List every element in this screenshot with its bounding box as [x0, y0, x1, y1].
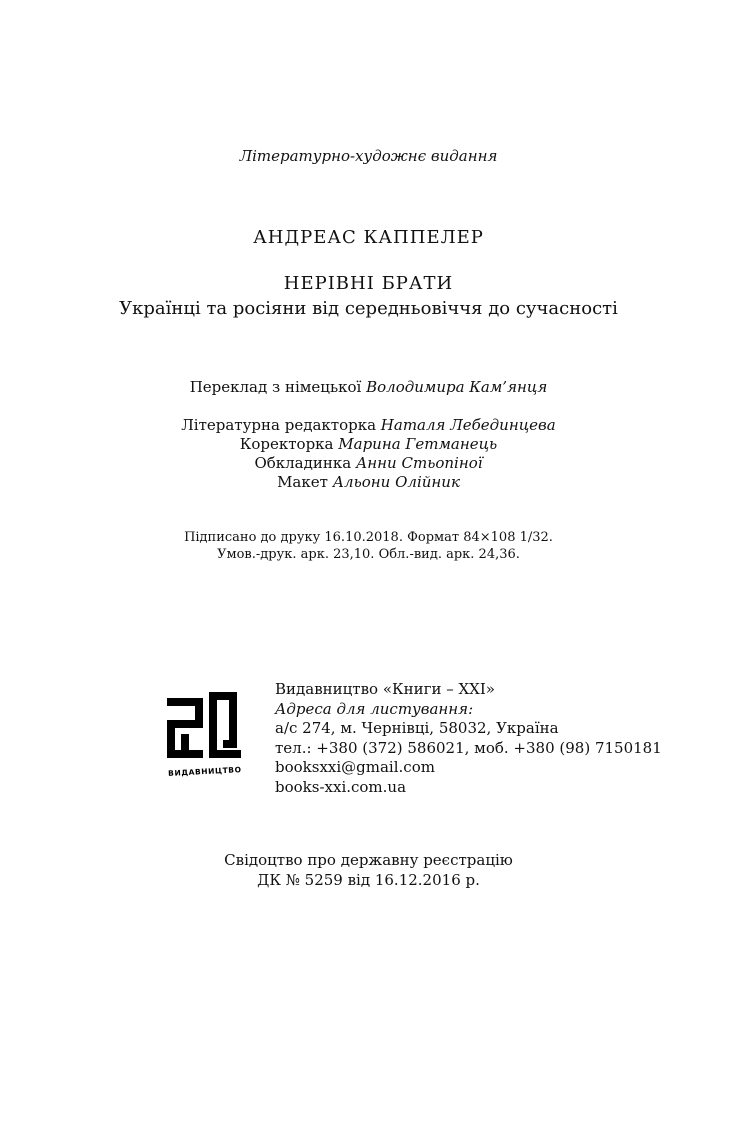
translation-prefix: Переклад з німецької — [189, 378, 367, 396]
layout-designer-name: Альони Олійник — [332, 473, 460, 491]
corrector-prefix: Коректорка — [239, 435, 339, 453]
editor-prefix: Літературна редакторка — [181, 416, 381, 434]
cover-credit — [0, 454, 737, 473]
publisher-logo — [164, 690, 246, 780]
email-address: booksxxi@gmail.com — [275, 758, 435, 776]
print-info-line2: Умов.-друк. арк. 23,10. Обл.-вид. арк. 24,36. — [217, 547, 520, 562]
cover-prefix: Обкладинка — [254, 454, 356, 472]
publisher-contacts — [275, 680, 662, 797]
website-address: books-xxi.com.ua — [275, 777, 407, 796]
corrector-credit — [0, 435, 737, 454]
print-info-line1: Підписано до друку 16.10.2018. Формат 84×108 1/32. — [184, 530, 553, 545]
genre-label: Літературно-художнє видання — [239, 147, 498, 165]
translator-name: Володимира Кам’янця — [366, 378, 548, 396]
phone-numbers: тел.: +380 (372) 586021, моб. +380 (98) 7150181 — [275, 738, 662, 757]
book-title: НЕРІВНІ БРАТИ — [283, 273, 454, 294]
translation-credit — [0, 378, 737, 397]
corrector-name: Марина Гетманець — [338, 435, 498, 453]
layout-prefix: Макет — [277, 473, 333, 491]
cover-designer-name: Анни Стьопіної — [355, 454, 483, 472]
editor-name: Наталя Лебединцева — [380, 416, 556, 434]
author-name: АНДРЕАС КАППЕЛЕР — [253, 227, 484, 248]
address-label: Адреса для листування: — [275, 699, 474, 718]
editor-credit — [0, 416, 737, 435]
layout-credit — [0, 473, 737, 492]
publisher-name: Видавництво «Книги – XXI» — [275, 680, 495, 698]
registration-line2: ДК № 5259 від 16.12.2016 р. — [257, 871, 480, 889]
publisher-logo-caption: ВИДАВНИЦТВО — [167, 765, 242, 778]
registration-line1: Свідоцтво про державну реєстрацію — [224, 851, 513, 869]
book-subtitle: Українці та росіяни від середньовіччя до сучасності — [119, 298, 618, 319]
postal-address: а/с 274, м. Чернівці, 58032, Україна — [275, 719, 559, 737]
